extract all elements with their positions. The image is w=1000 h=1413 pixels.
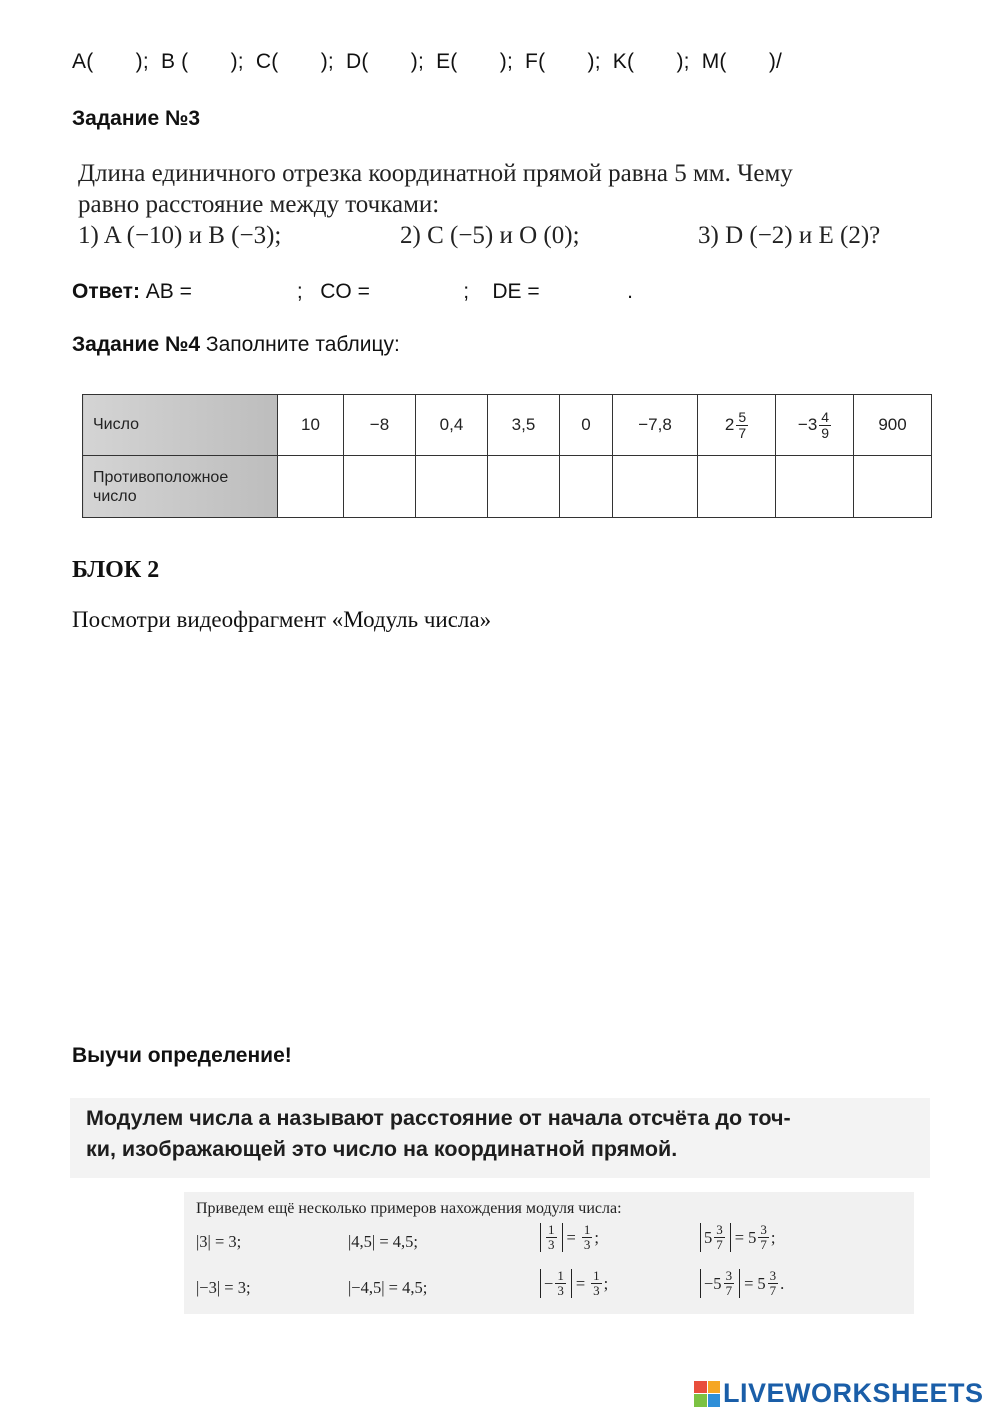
table-row-opposites [83,456,932,518]
task4-instruction: Заполните таблицу: [205,333,400,356]
task4-heading [72,333,400,357]
fraction-denominator: 7 [769,1283,777,1298]
example-abs-4-5: |4,5| = 4,5; [348,1232,418,1251]
whole-part: 5 [704,1227,713,1247]
number-cell: 0 [560,395,613,456]
answer-cell[interactable] [560,456,613,518]
block2-heading: БЛОК 2 [72,557,160,583]
fraction-numerator: 3 [716,1222,723,1237]
example-abs-neg-fraction [540,1269,608,1298]
equals-sign: = [734,1227,745,1247]
fraction-denominator: 7 [716,1237,723,1252]
whole-part: −5 [704,1273,722,1293]
answer-label: Ответ: [72,280,140,303]
logo-square-blue [708,1394,721,1407]
liveworksheets-logo-text: LIVEWORKSHEETS [723,1378,984,1408]
fraction-numerator: 3 [769,1268,777,1283]
fraction-numerator: 1 [548,1222,555,1237]
fraction-denominator: 7 [725,1283,733,1298]
semicolon: ; [770,1227,776,1247]
equals-sign: = [566,1227,576,1247]
task3-item-3: 3) D (−2) и E (2)? [698,222,881,249]
number-cell-fraction [776,395,854,456]
answer-cell[interactable] [278,456,344,518]
fraction-numerator: 3 [725,1268,733,1283]
table-row-numbers [83,395,932,456]
number-cell: 3,5 [488,395,560,456]
number-cell-fraction [698,395,776,456]
answer-cell[interactable] [488,456,560,518]
example-abs-mixed [700,1223,775,1252]
fraction-denominator: 3 [593,1283,600,1298]
answer-fields: AB = ; CO = ; DE = . [139,280,633,303]
frac-numerator: 4 [821,408,830,425]
frac-denominator: 9 [821,424,830,441]
fraction-denominator: 3 [557,1283,564,1298]
points-coordinates-line: A( ); B ( ); C( ); D( ); E( ); F( ); K( ); M( )/ [72,50,783,73]
task3-problem [78,158,918,251]
example-abs-3: |3| = 3; [196,1232,242,1251]
task3-problem-line1: Длина единичного отрезка координатной прямой равна 5 мм. Чему [78,160,793,187]
liveworksheets-logo-icon [694,1381,720,1407]
answer-cell[interactable] [344,456,416,518]
number-cell: 0,4 [416,395,488,456]
fraction-denominator: 3 [583,1237,591,1252]
fraction-numerator: 1 [593,1268,600,1283]
minus-sign: − [544,1273,554,1293]
example-abs-neg4-5: |−4,5| = 4,5; [348,1278,428,1297]
task4-title: Задание №4 [72,333,201,356]
definition-line2: ки, изображающей это число на координатной прямой. [86,1137,678,1161]
examples-title: Приведем ещё несколько примеров нахождения модуля числа: [196,1200,622,1217]
number-cell: −7,8 [613,395,698,456]
example-abs-neg3: |−3| = 3; [196,1278,251,1297]
learn-heading: Выучи определение! [72,1044,292,1067]
logo-square-green [694,1394,707,1407]
row-header-opposite [83,456,278,518]
fraction-denominator: 3 [548,1237,555,1252]
number-cell: 900 [854,395,932,456]
task3-heading: Задание №3 [72,107,201,130]
fraction-numerator: 3 [760,1222,767,1237]
frac-denominator: 7 [738,424,747,441]
example-abs-neg-mixed [700,1269,784,1298]
block2-text: Посмотри видеофрагмент «Модуль числа» [72,607,492,632]
semicolon: ; [603,1273,609,1293]
answer-cell[interactable] [416,456,488,518]
answer-cell[interactable] [613,456,698,518]
task3-items [78,220,918,251]
row-header-number: Число [83,395,278,456]
equals-sign: = [744,1273,754,1293]
definition-line1: Модулем числа a называют расстояние от начала отсчёта до точ- [86,1106,791,1130]
task3-item-1: 1) A (−10) и B (−3); [78,222,282,249]
answer-cell[interactable] [854,456,932,518]
number-cell: 10 [278,395,344,456]
frac-whole: −3 [797,415,818,434]
logo-square-orange [708,1381,721,1394]
period: . [780,1273,785,1293]
semicolon: ; [594,1227,599,1247]
frac-whole: 2 [724,415,735,434]
logo-square-red [694,1381,707,1394]
whole-part: 5 [748,1227,757,1247]
whole-part: 5 [757,1273,766,1293]
equals-sign: = [575,1273,586,1293]
task3-item-2: 2) C (−5) и O (0); [400,222,580,249]
task3-answer-line [72,280,633,304]
number-cell: −8 [344,395,416,456]
liveworksheets-logo [694,1378,984,1409]
answer-cell[interactable] [698,456,776,518]
frac-numerator: 5 [738,408,747,425]
example-abs-fraction [540,1223,599,1252]
opposite-numbers-table [82,394,932,518]
row-header-opposite-line1: Противоположное [93,468,229,486]
fraction-denominator: 7 [760,1237,767,1252]
task3-problem-line2: равно расстояние между точками: [78,191,440,218]
answer-cell[interactable] [776,456,854,518]
row-header-opposite-line2: число [93,487,137,505]
fraction-numerator: 1 [557,1268,564,1283]
definition-text [86,1103,916,1165]
fraction-numerator: 1 [583,1222,591,1237]
